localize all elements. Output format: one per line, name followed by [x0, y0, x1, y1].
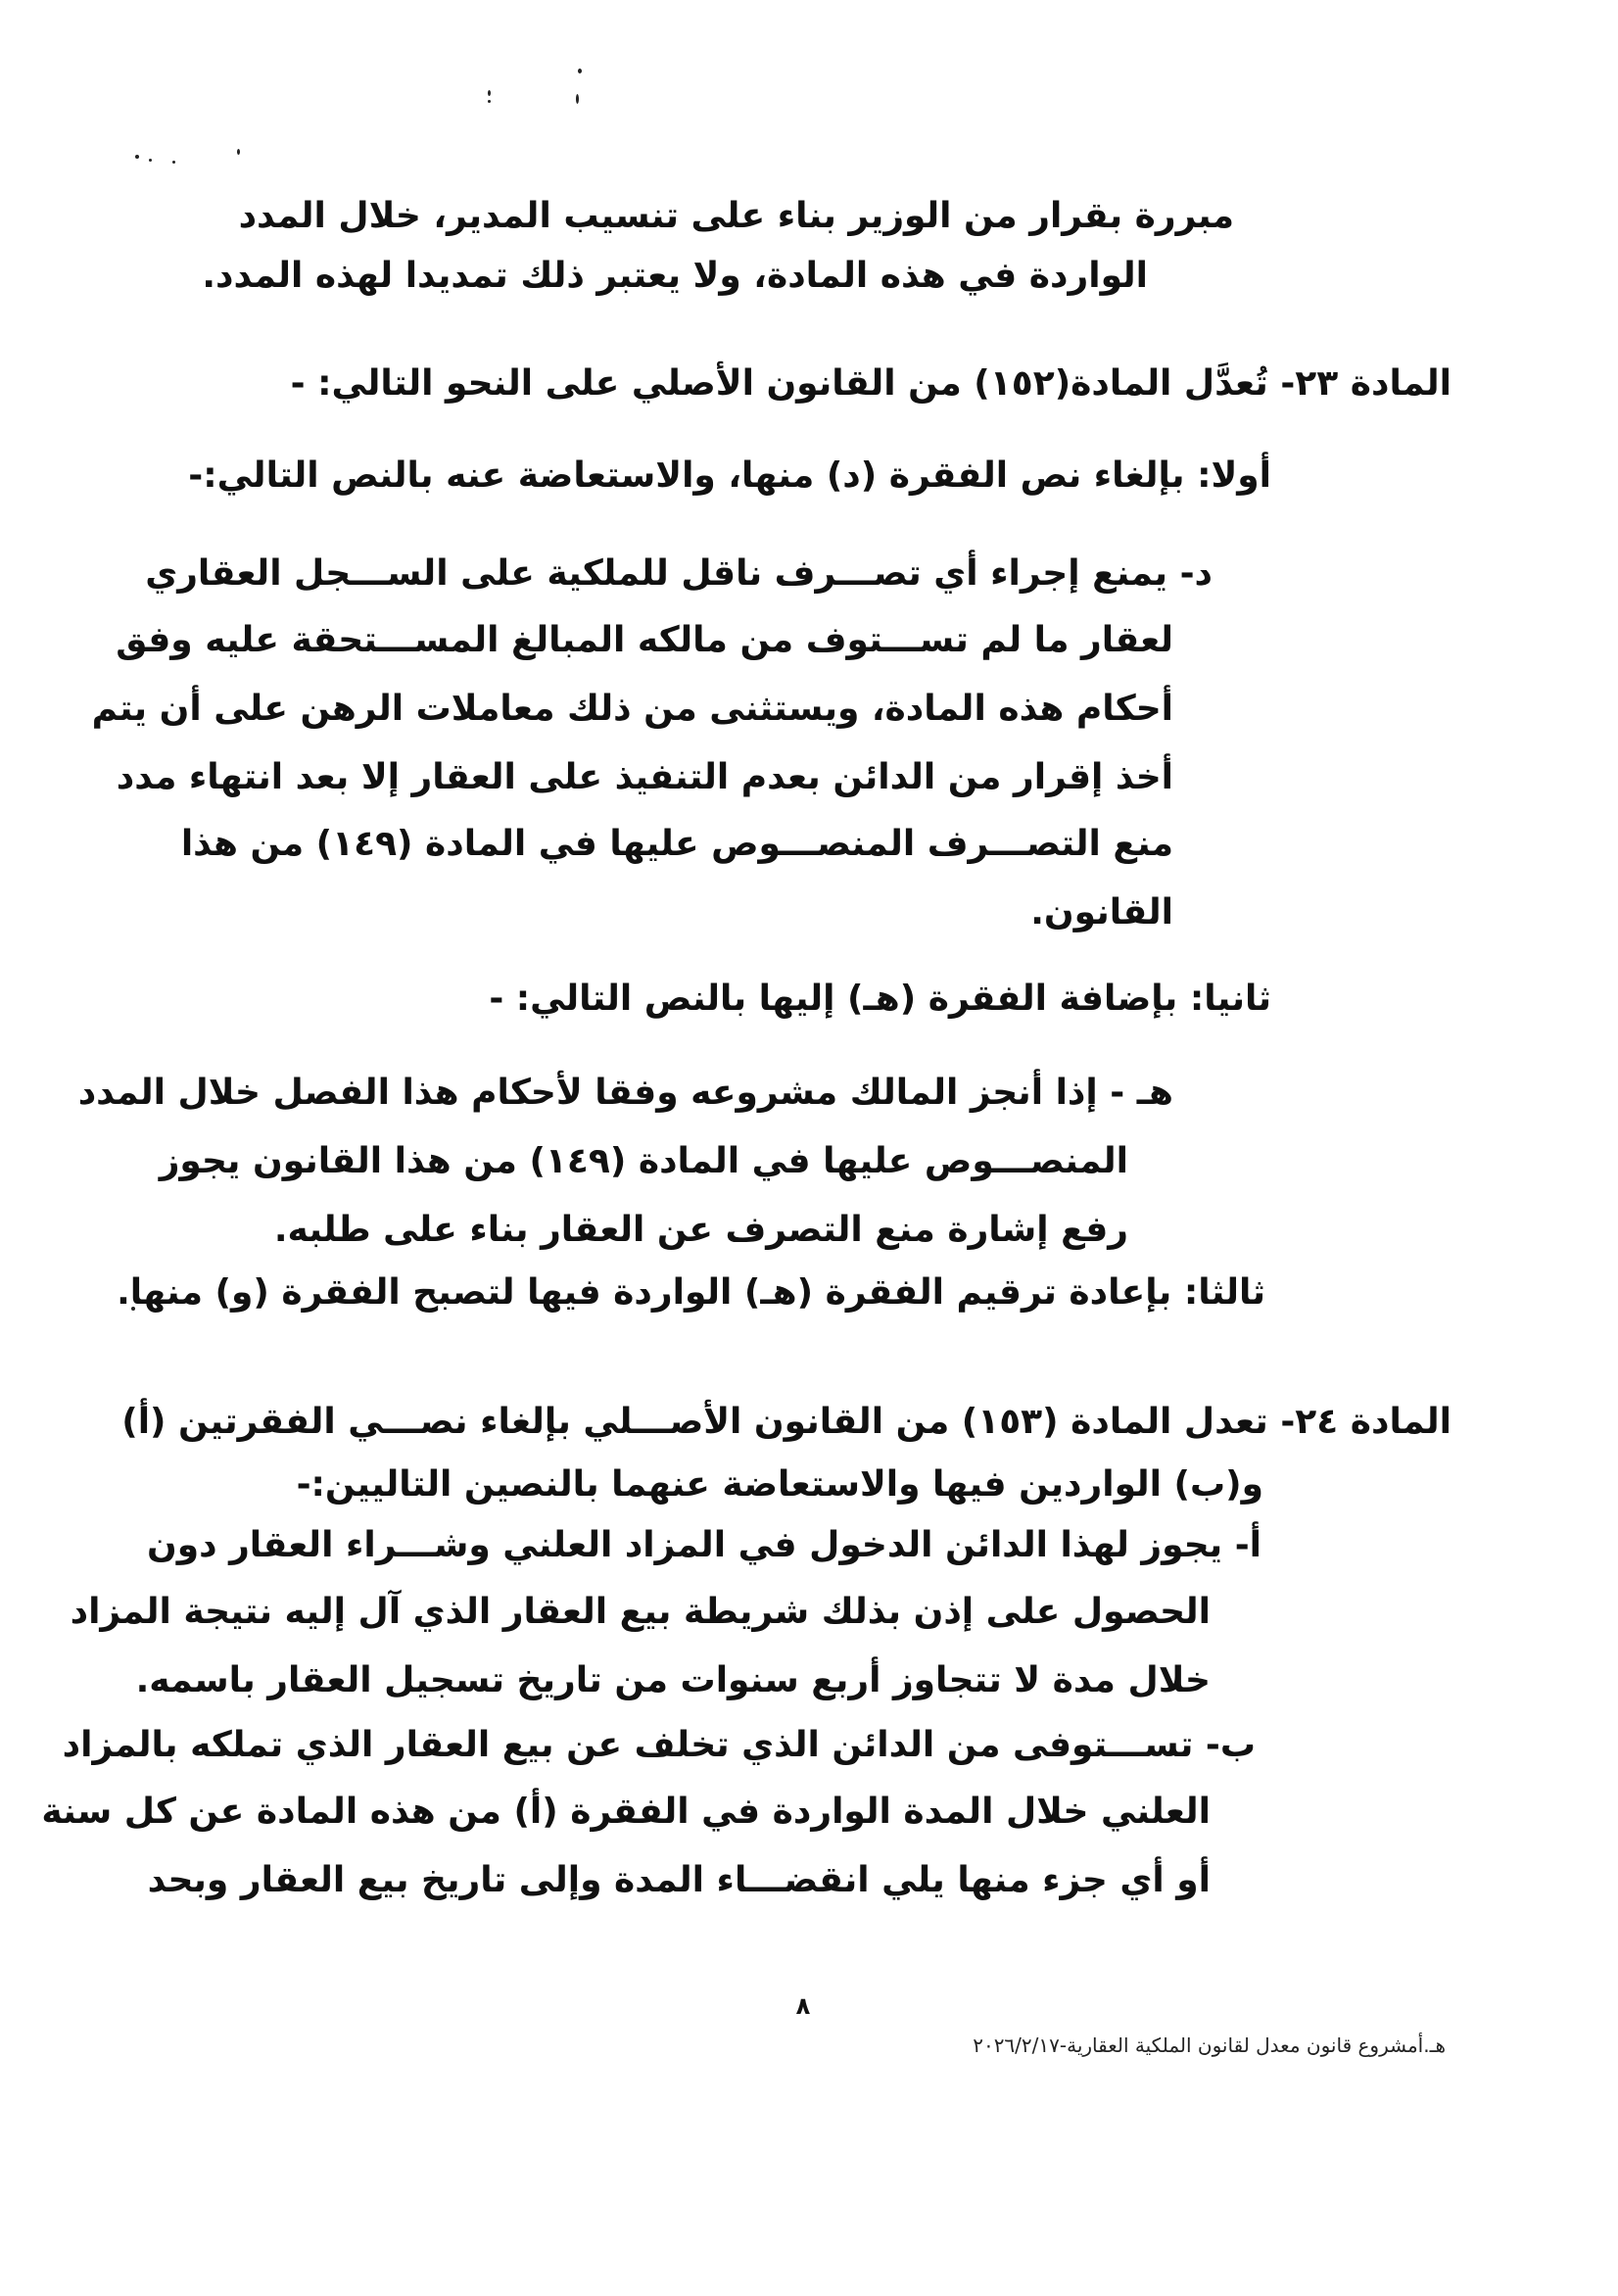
- scan-speck: [488, 90, 491, 96]
- text-line: هـ - إذا أنجز المالك مشروعه وفقا لأحكام هذا الفصل خلال المدد: [77, 1073, 1173, 1113]
- scan-speck: [237, 149, 240, 155]
- article-23-heading: المادة ٢٣- تُعدَّل المادة(١٥٢) من القانون الأصلي على النحو التالي: -: [290, 363, 1451, 404]
- scan-speck: [576, 94, 579, 104]
- text-line: الحصول على إذن بذلك شريطة بيع العقار الذي آل إليه نتيجة المزاد: [70, 1592, 1211, 1632]
- scan-speck: [172, 161, 175, 164]
- text-line: الواردة في هذه المادة، ولا يعتبر ذلك تمديدا لهذه المدد.: [202, 256, 1148, 296]
- text-line: أ- يجوز لهذا الدائن الدخول في المزاد العلني وشـــراء العقار دون: [146, 1525, 1261, 1565]
- text-line: العلني خلال المدة الواردة في الفقرة (أ) من هذه المادة عن كل سنة: [41, 1792, 1211, 1832]
- text-line: خلال مدة لا تتجاوز أربع سنوات من تاريخ تسجيل العقار باسمه.: [135, 1660, 1211, 1700]
- text-line: المنصـــوص عليها في المادة (١٤٩) من هذا القانون يجوز: [159, 1141, 1128, 1181]
- scan-speck: [488, 100, 491, 103]
- text-line: القانون.: [1030, 892, 1173, 933]
- document-footer: هـ.أمشروع قانون معدل لقانون الملكية العقارية-٢٠٢٦/٢/١٧: [973, 2033, 1446, 2057]
- text-line: رفع إشارة منع التصرف عن العقار بناء على طلبه.: [273, 1210, 1128, 1250]
- text-line: ب- تســـتوفى من الدائن الذي تخلف عن بيع العقار الذي تملكه بالمزاد: [62, 1725, 1256, 1765]
- text-line: منع التصـــرف المنصـــوص عليها في المادة (١٤٩) من هذا: [180, 824, 1173, 864]
- text-line: مبررة بقرار من الوزير بناء على تنسيب المدير، خلال المدد: [238, 196, 1234, 236]
- text-line: أخذ إقرار من الدائن بعدم التنفيذ على العقار إلا بعد انتهاء مدد: [116, 757, 1173, 797]
- text-line: أولا: بإلغاء نص الفقرة (د) منها، والاستعاضة عنه بالنص التالي:-: [188, 455, 1271, 496]
- scan-speck: [135, 155, 139, 159]
- text-line: أو أي جزء منها يلي انقضـــاء المدة وإلى تاريخ بيع العقار وبحد: [147, 1860, 1211, 1900]
- text-line: و(ب) الواردين فيها والاستعاضة عنهما بالنصين التاليين:-: [296, 1464, 1263, 1505]
- text-line: ثانيا: بإضافة الفقرة (هـ) إليها بالنص التالي: -: [489, 979, 1271, 1019]
- scan-speck: [149, 159, 152, 162]
- text-line: ثالثا: بإعادة ترقيم الفقرة (هـ) الواردة فيها لتصبح الفقرة (و) منها.: [117, 1272, 1265, 1313]
- text-line: لعقار ما لم تســـتوف من مالكه المبالغ المســـتحقة عليه وفق: [116, 620, 1173, 660]
- text-line: د- يمنع إجراء أي تصـــرف ناقل للملكية على الســـجل العقاري: [145, 553, 1213, 594]
- page-number: ٨: [795, 1992, 811, 2020]
- text-line: أحكام هذه المادة، ويستثنى من ذلك معاملات الرهن على أن يتم: [91, 689, 1173, 729]
- scan-speck: [578, 69, 582, 73]
- article-24-heading: المادة ٢٤- تعدل المادة (١٥٣) من القانون الأصـــلي بإلغاء نصـــي الفقرتين (أ): [121, 1402, 1451, 1442]
